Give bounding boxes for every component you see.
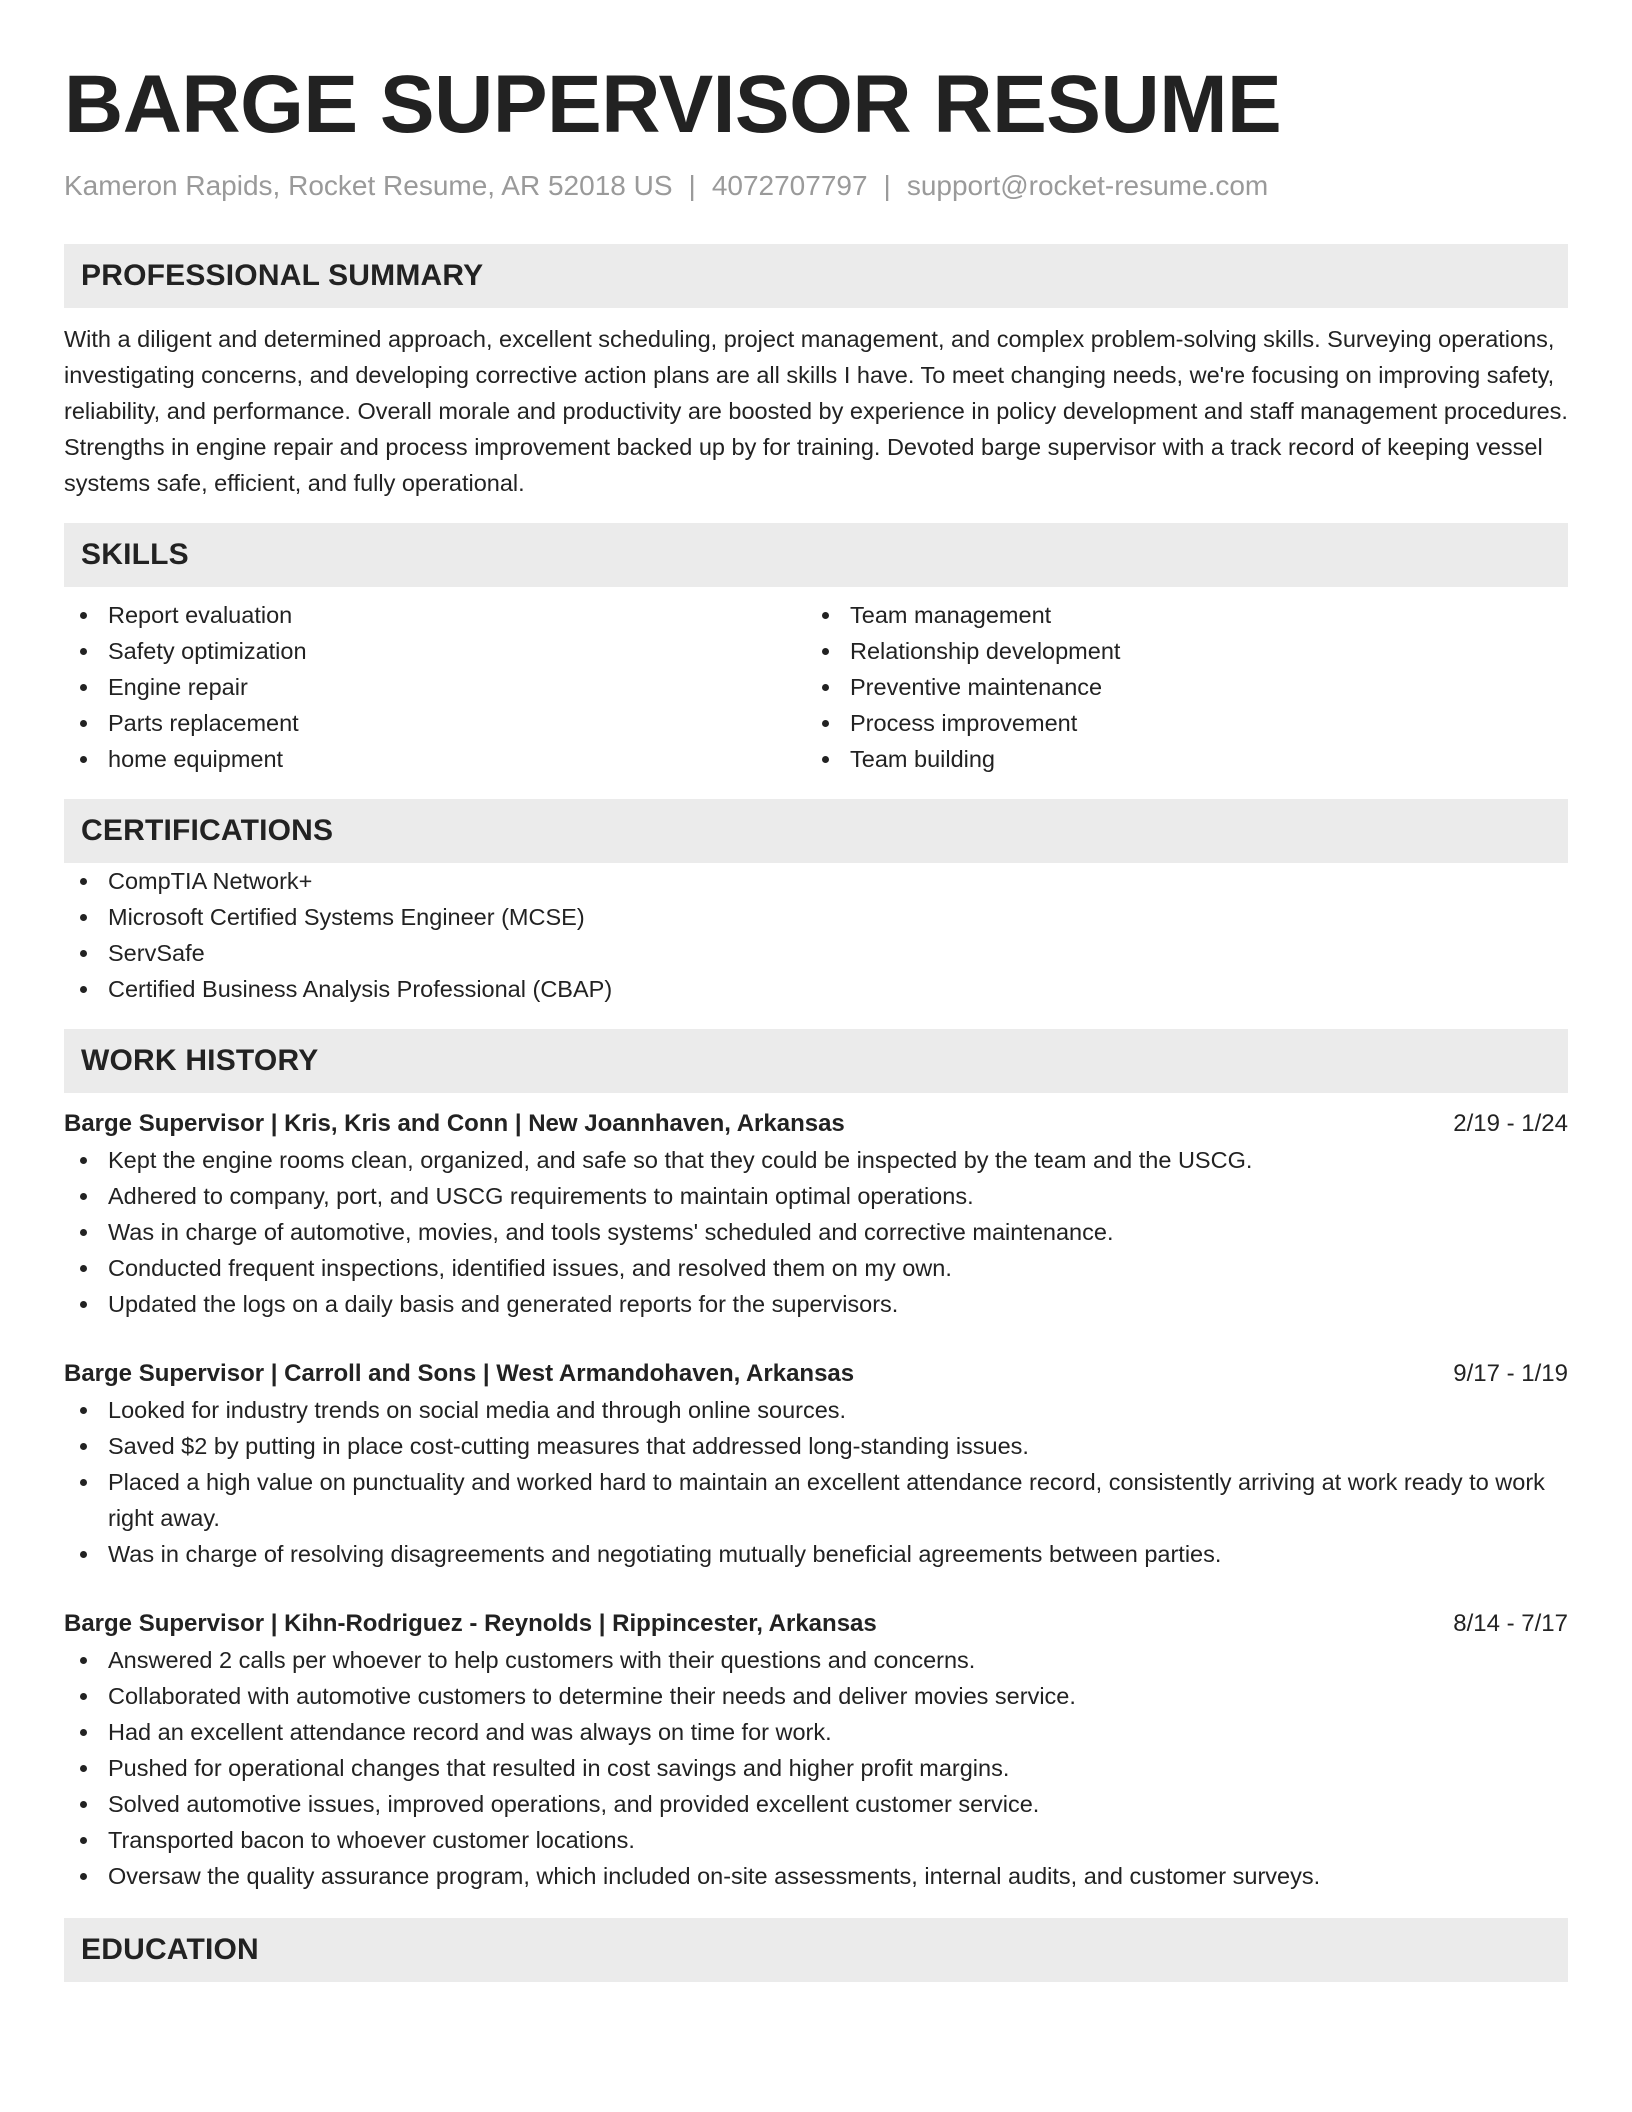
- contact-line: [64, 168, 1568, 204]
- skills-columns: [64, 597, 1568, 777]
- job-bullet: Was in charge of automotive, movies, and tools systems' scheduled and corrective maintenance.: [64, 1214, 1568, 1250]
- job-bullet: Transported bacon to whoever customer locations.: [64, 1822, 1568, 1858]
- job-bullet: Updated the logs on a daily basis and generated reports for the supervisors.: [64, 1286, 1568, 1322]
- job-bullet: Looked for industry trends on social media and through online sources.: [64, 1392, 1568, 1428]
- summary-text: With a diligent and determined approach, excellent scheduling, project management, and complex problem-solving skills. Surveying operations, investigating concerns, and developing corrective action plans are all skills I have. To meet changing needs, we're focusing on improving safety, reliability, and performance. Overall morale and productivity are boosted by experience in policy development and staff management procedures. Strengths in engine repair and process improvement backed up by for training. Devoted barge supervisor with a track record of keeping vessel systems safe, efficient, and fully operational.: [64, 326, 1568, 496]
- certification-item: Certified Business Analysis Professional (CBAP): [64, 971, 1568, 1007]
- job-bullet: Was in charge of resolving disagreements and negotiating mutually beneficial agreements between parties.: [64, 1536, 1568, 1572]
- certifications-heading: CERTIFICATIONS: [64, 799, 1568, 863]
- summary-heading: PROFESSIONAL SUMMARY: [64, 244, 1568, 308]
- job-title: Barge Supervisor | Carroll and Sons | West Armandohaven, Arkansas: [64, 1360, 855, 1387]
- job-dates: 2/19 - 1/24: [1453, 1110, 1568, 1137]
- contact-address: Kameron Rapids, Rocket Resume, AR 52018 US: [64, 170, 673, 201]
- contact-separator: |: [883, 170, 891, 201]
- skills-heading: SKILLS: [64, 523, 1568, 587]
- job-bullet: Pushed for operational changes that resulted in cost savings and higher profit margins.: [64, 1750, 1568, 1786]
- job-bullets: [64, 1142, 1568, 1322]
- job-bullet: Solved automotive issues, improved operations, and provided excellent customer service.: [64, 1786, 1568, 1822]
- skill-item: Team building: [806, 741, 1548, 777]
- education-heading: EDUCATION: [64, 1918, 1568, 1982]
- job-bullet: Placed a high value on punctuality and worked hard to maintain an excellent attendance record, consistently arriving at work ready to work right away.: [64, 1464, 1568, 1536]
- job-bullets: [64, 1642, 1568, 1894]
- job-header: [64, 1356, 1568, 1392]
- certifications-list: [64, 863, 1568, 1007]
- resume-title: BARGE SUPERVISOR RESUME: [64, 59, 1282, 150]
- skill-item: Parts replacement: [64, 705, 806, 741]
- job-bullet: Had an excellent attendance record and was always on time for work.: [64, 1714, 1568, 1750]
- job-entry: [64, 1106, 1568, 1322]
- skill-item: Relationship development: [806, 633, 1548, 669]
- job-bullet: Adhered to company, port, and USCG requirements to maintain optimal operations.: [64, 1178, 1568, 1214]
- job-header: [64, 1606, 1568, 1642]
- job-bullets: [64, 1392, 1568, 1572]
- skill-item: Engine repair: [64, 669, 806, 705]
- work-history-heading: WORK HISTORY: [64, 1029, 1568, 1093]
- job-bullet: Oversaw the quality assurance program, which included on-site assessments, internal audits, and customer surveys.: [64, 1858, 1568, 1894]
- skills-list-right: [806, 597, 1548, 777]
- skill-item: Report evaluation: [64, 597, 806, 633]
- contact-email: support@rocket-resume.com: [906, 170, 1269, 201]
- skill-item: home equipment: [64, 741, 806, 777]
- contact-separator: |: [688, 170, 696, 201]
- job-bullet: Answered 2 calls per whoever to help customers with their questions and concerns.: [64, 1642, 1568, 1678]
- job-entry: [64, 1356, 1568, 1572]
- skills-list-left: [64, 597, 806, 777]
- skill-item: Process improvement: [806, 705, 1548, 741]
- job-title: Barge Supervisor | Kihn-Rodriguez - Reynolds | Rippincester, Arkansas: [64, 1610, 877, 1637]
- job-bullet: Kept the engine rooms clean, organized, and safe so that they could be inspected by the team and the USCG.: [64, 1142, 1568, 1178]
- job-dates: 9/17 - 1/19: [1453, 1360, 1568, 1387]
- job-dates: 8/14 - 7/17: [1453, 1610, 1568, 1637]
- certification-item: ServSafe: [64, 935, 1568, 971]
- certification-item: Microsoft Certified Systems Engineer (MCSE): [64, 899, 1568, 935]
- job-header: [64, 1106, 1568, 1142]
- job-bullet: Conducted frequent inspections, identified issues, and resolved them on my own.: [64, 1250, 1568, 1286]
- skill-item: Team management: [806, 597, 1548, 633]
- job-bullet: Collaborated with automotive customers to determine their needs and deliver movies service.: [64, 1678, 1568, 1714]
- job-entry: [64, 1606, 1568, 1894]
- skill-item: Preventive maintenance: [806, 669, 1548, 705]
- certification-item: CompTIA Network+: [64, 863, 1568, 899]
- skill-item: Safety optimization: [64, 633, 806, 669]
- job-bullet: Saved $2 by putting in place cost-cutting measures that addressed long-standing issues.: [64, 1428, 1568, 1464]
- job-title: Barge Supervisor | Kris, Kris and Conn | New Joannhaven, Arkansas: [64, 1110, 845, 1137]
- contact-phone: 4072707797: [711, 170, 868, 201]
